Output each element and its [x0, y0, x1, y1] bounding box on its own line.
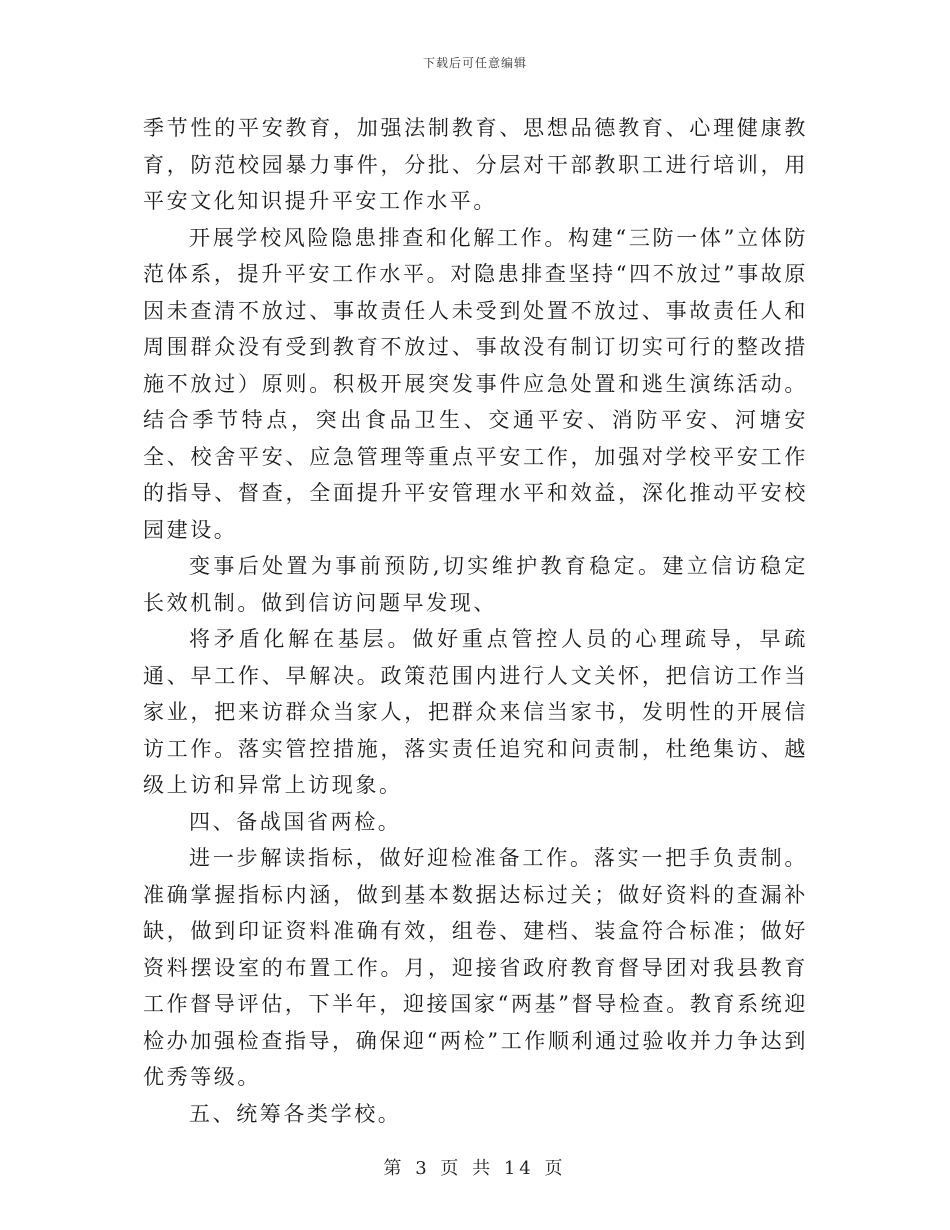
paragraph-risk-screening: 开展学校风险隐患排查和化解工作。构建“三防一体”立体防范体系，提升平安工作水平。对隐患排查坚持“四不放过”事故原因未查清不放过、事故责任人未受到处置不放过、事故责任人和周围群众没有受到教育不放过、事故没有制订切实可行的整改措施不放过）原则。积极开展突发事件应急处置和逃生演练活动。结合季节特点，突出食品卫生、交通平安、消防平安、河塘安全、校舍平安、应急管理等重点平安工作，加强对学校平安工作的指导、督查，全面提升平安管理水平和效益，深化推动平安校园建设。: [143, 225, 808, 542]
section-heading-four: 四、备战国省两检。: [189, 809, 402, 834]
paragraph-conflict-resolution: 将矛盾化解在基层。做好重点管控人员的心理疏导，早疏通、早工作、早解决。政策范围内进行人文关怀，把信访工作当家业，把来访群众当家人，把群众来信当家书，发明性的开展信访工作。落实管控措施，落实责任追究和问责制，杜绝集访、越级上访和异常上访现象。: [143, 627, 808, 797]
page-number-footer: 第 3 页 共 14 页: [383, 1158, 567, 1179]
document-body: [143, 110, 808, 1132]
section-heading-five: 五、统筹各类学校。: [189, 1101, 402, 1126]
paragraph-petition-stability: 变事后处置为事前预防,切实维护教育稳定。建立信访稳定长效机制。做到信访问题早发现、: [143, 554, 808, 615]
page-header: 下载后可任意编辑: [422, 56, 527, 70]
paragraph-safety-education: 季节性的平安教育，加强法制教育、思想品德教育、心理健康教育，防范校园暴力事件，分批、分层对干部教职工进行培训，用平安文化知识提升平安工作水平。: [143, 116, 808, 213]
paragraph-inspection-prep: 进一步解读指标，做好迎检准备工作。落实一把手负责制。准确掌握指标内涵，做到基本数据达标过关；做好资料的查漏补缺，做到印证资料准确有效，组卷、建档、装盒符合标准；做好资料摆设室的布置工作。月，迎接省政府教育督导团对我县教育工作督导评估，下半年，迎接国家“两基”督导检查。教育系统迎检办加强检查指导，确保迎“两检”工作顺利通过验收并力争达到优秀等级。: [143, 846, 808, 1089]
